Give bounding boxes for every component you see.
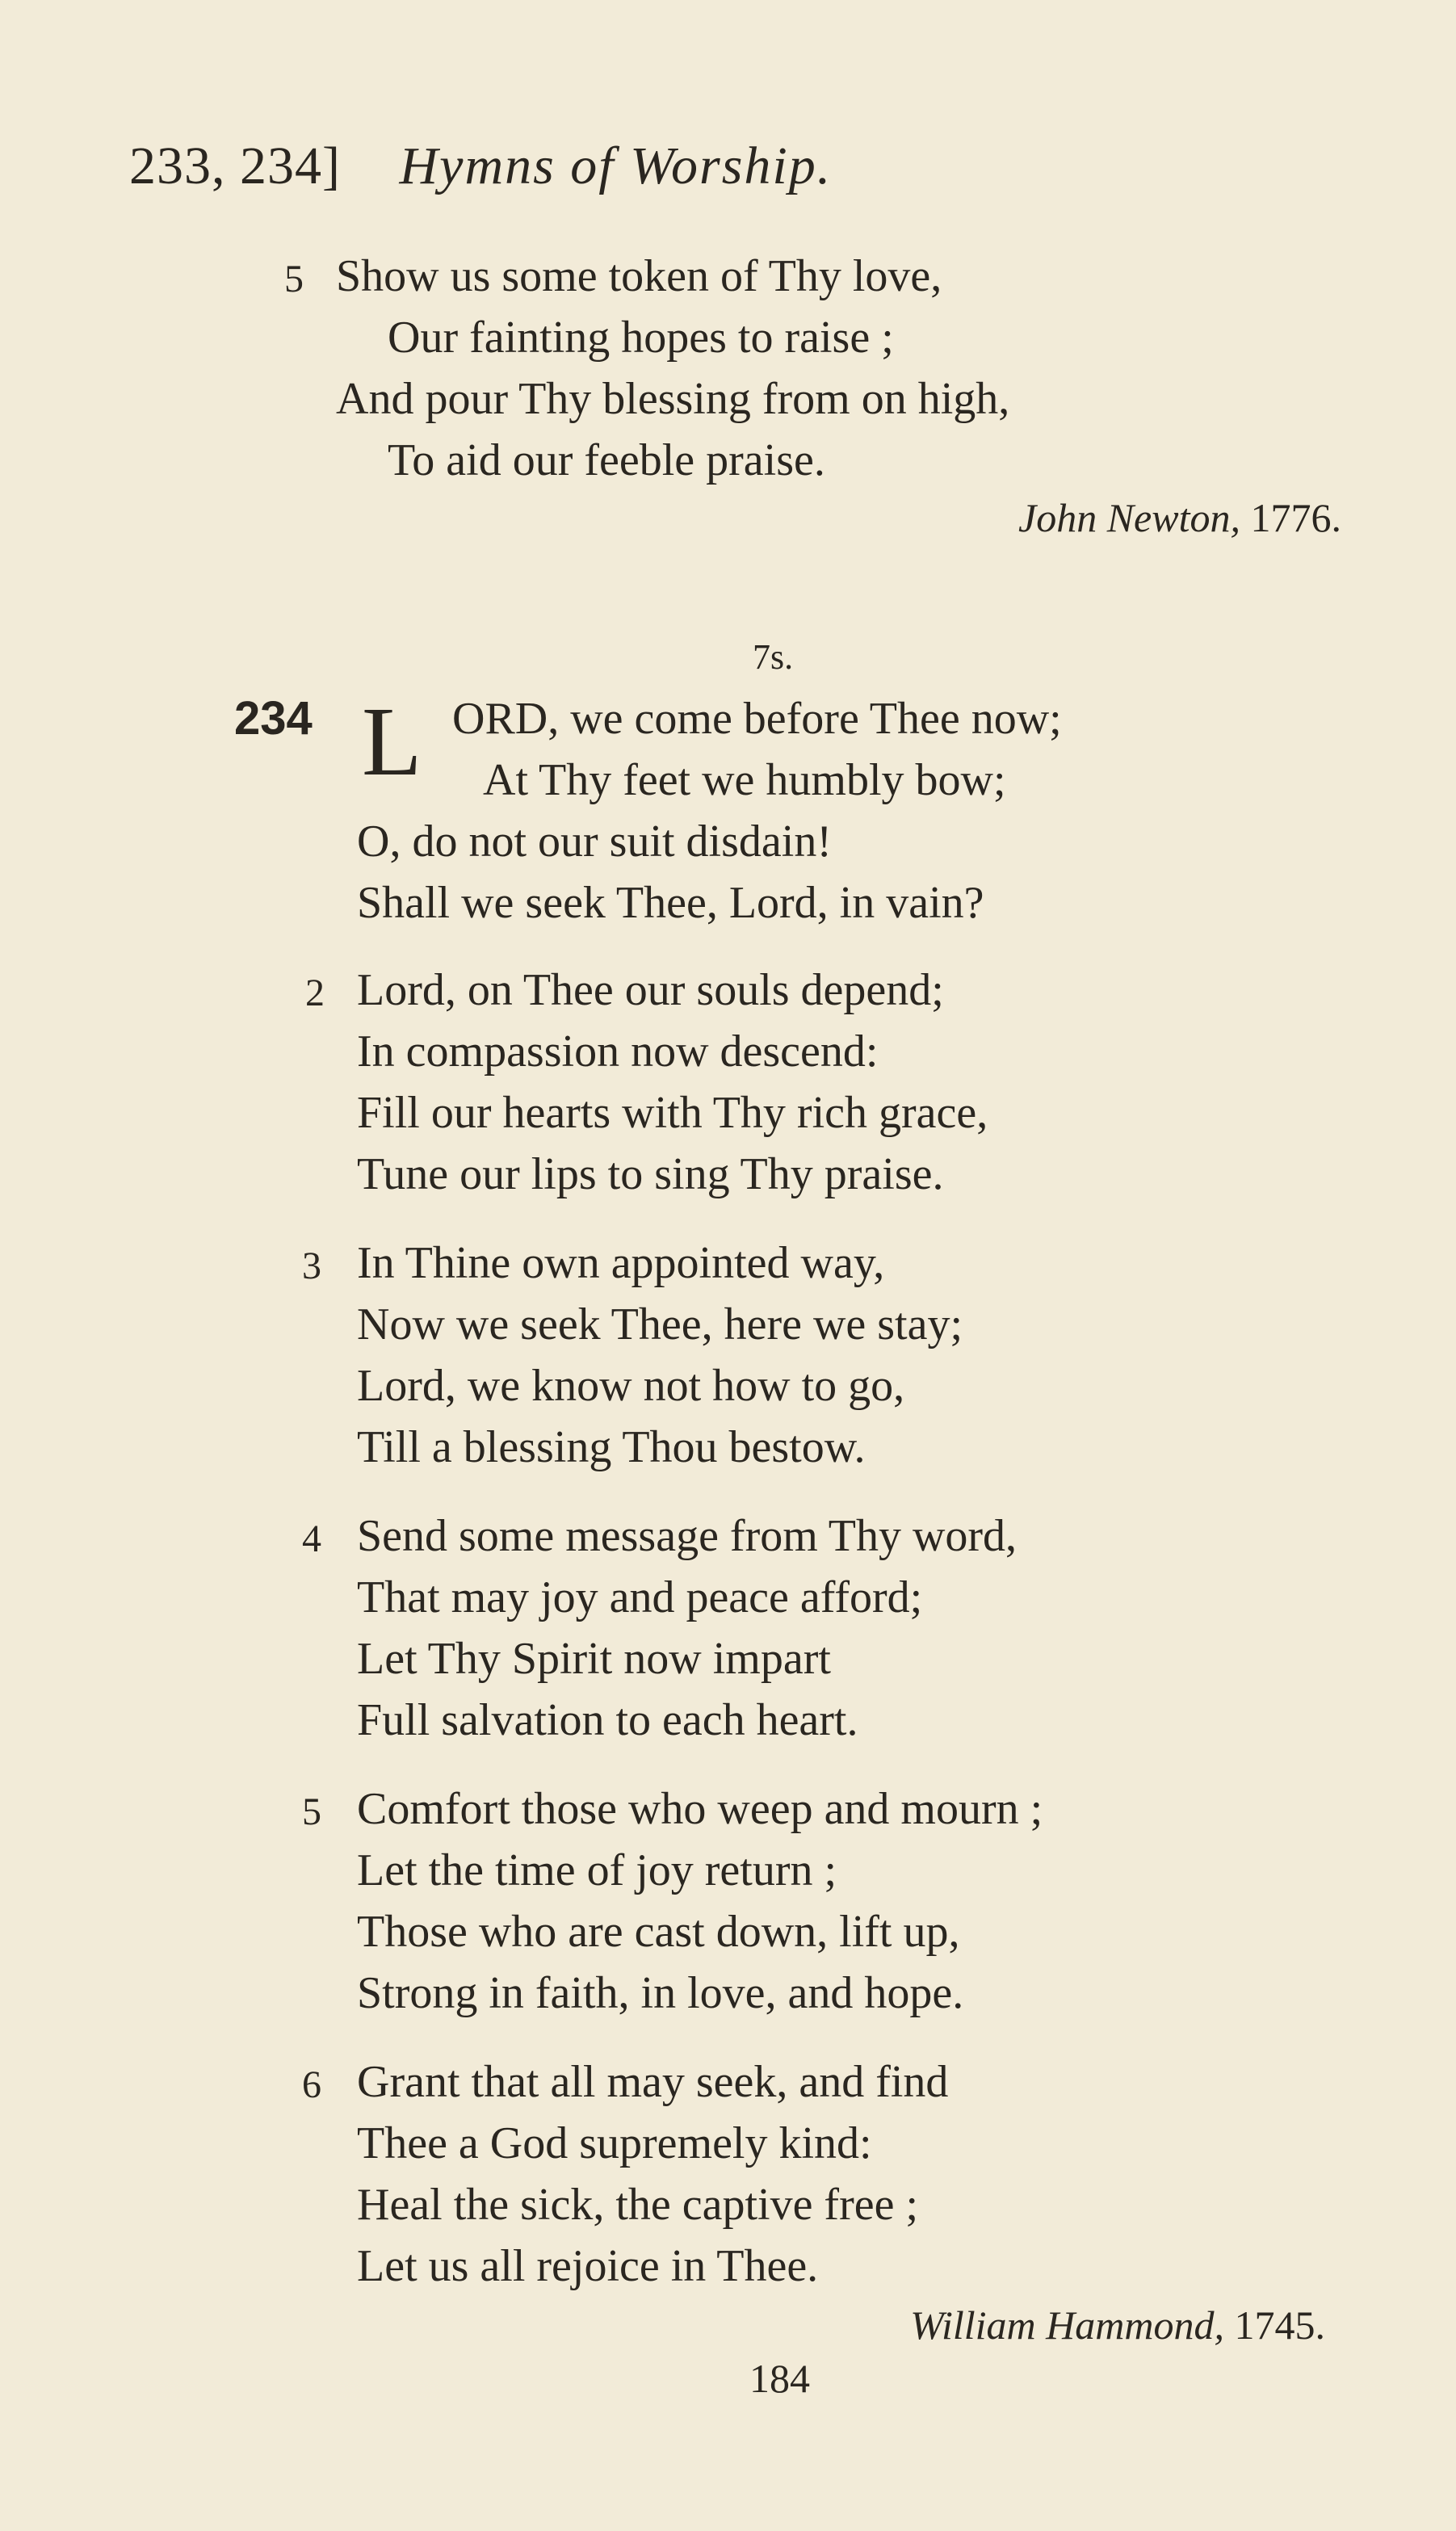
verse-line: Heal the sick, the captive free ; bbox=[357, 2180, 918, 2230]
hymn233-author: John Newton, bbox=[1018, 495, 1240, 540]
hymn234-author: William Hammond, bbox=[910, 2302, 1224, 2348]
running-head-hymn-numbers: 233, 234] bbox=[129, 136, 341, 195]
hymn233-line: And pour Thy blessing from on high, bbox=[336, 374, 1010, 424]
verse-line: Fill our hearts with Thy rich grace, bbox=[357, 1088, 988, 1138]
hymn233-line: To aid our feeble praise. bbox=[388, 435, 825, 485]
verse-line: Till a blessing Thou bestow. bbox=[357, 1422, 866, 1472]
verse-line: Strong in faith, in love, and hope. bbox=[357, 1968, 964, 2018]
verse-line: Lord, on Thee our souls depend; bbox=[357, 965, 944, 1015]
verse-number: 2 bbox=[305, 972, 325, 1014]
hymn234-verse1-line: O, do not our suit disdain! bbox=[357, 816, 832, 867]
hymn233-line: Show us some token of Thy love, bbox=[336, 251, 942, 301]
hymn234-verse1-line: Shall we seek Thee, Lord, in vain? bbox=[357, 878, 984, 928]
verse-line: In Thine own appointed way, bbox=[357, 1238, 885, 1288]
verse-number: 5 bbox=[302, 1790, 321, 1833]
verse-line: Lord, we know not how to go, bbox=[357, 1361, 905, 1411]
hymn233-line: Our fainting hopes to raise ; bbox=[388, 313, 894, 363]
running-head bbox=[129, 136, 832, 197]
hymn234-verse1-line: ORD, we come before Thee now; bbox=[452, 694, 1062, 744]
hymn234-dropcap: L bbox=[362, 687, 422, 796]
hymn234-number: 234 bbox=[234, 692, 313, 745]
verse-line: Grant that all may seek, and find bbox=[357, 2057, 949, 2107]
verse-number: 3 bbox=[302, 1245, 321, 1287]
verse-line: Those who are cast down, lift up, bbox=[357, 1907, 960, 1957]
verse-line: That may joy and peace afford; bbox=[357, 1572, 923, 1622]
verse-number: 6 bbox=[302, 2063, 321, 2106]
page-number: 184 bbox=[749, 2356, 810, 2401]
verse-line: Now we seek Thee, here we stay; bbox=[357, 1299, 963, 1349]
verse-line: Let us all rejoice in Thee. bbox=[357, 2241, 819, 2291]
verse-line: In compassion now descend: bbox=[357, 1026, 879, 1077]
hymn234-verse1-line: At Thy feet we humbly bow; bbox=[483, 755, 1006, 805]
hymn233-attribution bbox=[1018, 494, 1341, 541]
running-head-title: Hymns of Worship. bbox=[399, 136, 833, 195]
hymn234-year: 1745. bbox=[1234, 2302, 1325, 2348]
verse-line: Let Thy Spirit now impart bbox=[357, 1634, 831, 1684]
verse-line: Full salvation to each heart. bbox=[357, 1695, 858, 1745]
verse-line: Thee a God supremely kind: bbox=[357, 2118, 872, 2168]
verse-line: Send some message from Thy word, bbox=[357, 1511, 1018, 1561]
hymn234-meter: 7s. bbox=[753, 637, 794, 677]
hymn233-year: 1776. bbox=[1250, 495, 1341, 540]
verse-line: Comfort those who weep and mourn ; bbox=[357, 1784, 1043, 1834]
hymn233-verse-number: 5 bbox=[284, 258, 304, 300]
verse-number: 4 bbox=[302, 1517, 321, 1560]
verse-line: Let the time of joy return ; bbox=[357, 1845, 837, 1895]
verse-line: Tune our lips to sing Thy praise. bbox=[357, 1149, 944, 1199]
hymn234-attribution bbox=[910, 2302, 1325, 2348]
